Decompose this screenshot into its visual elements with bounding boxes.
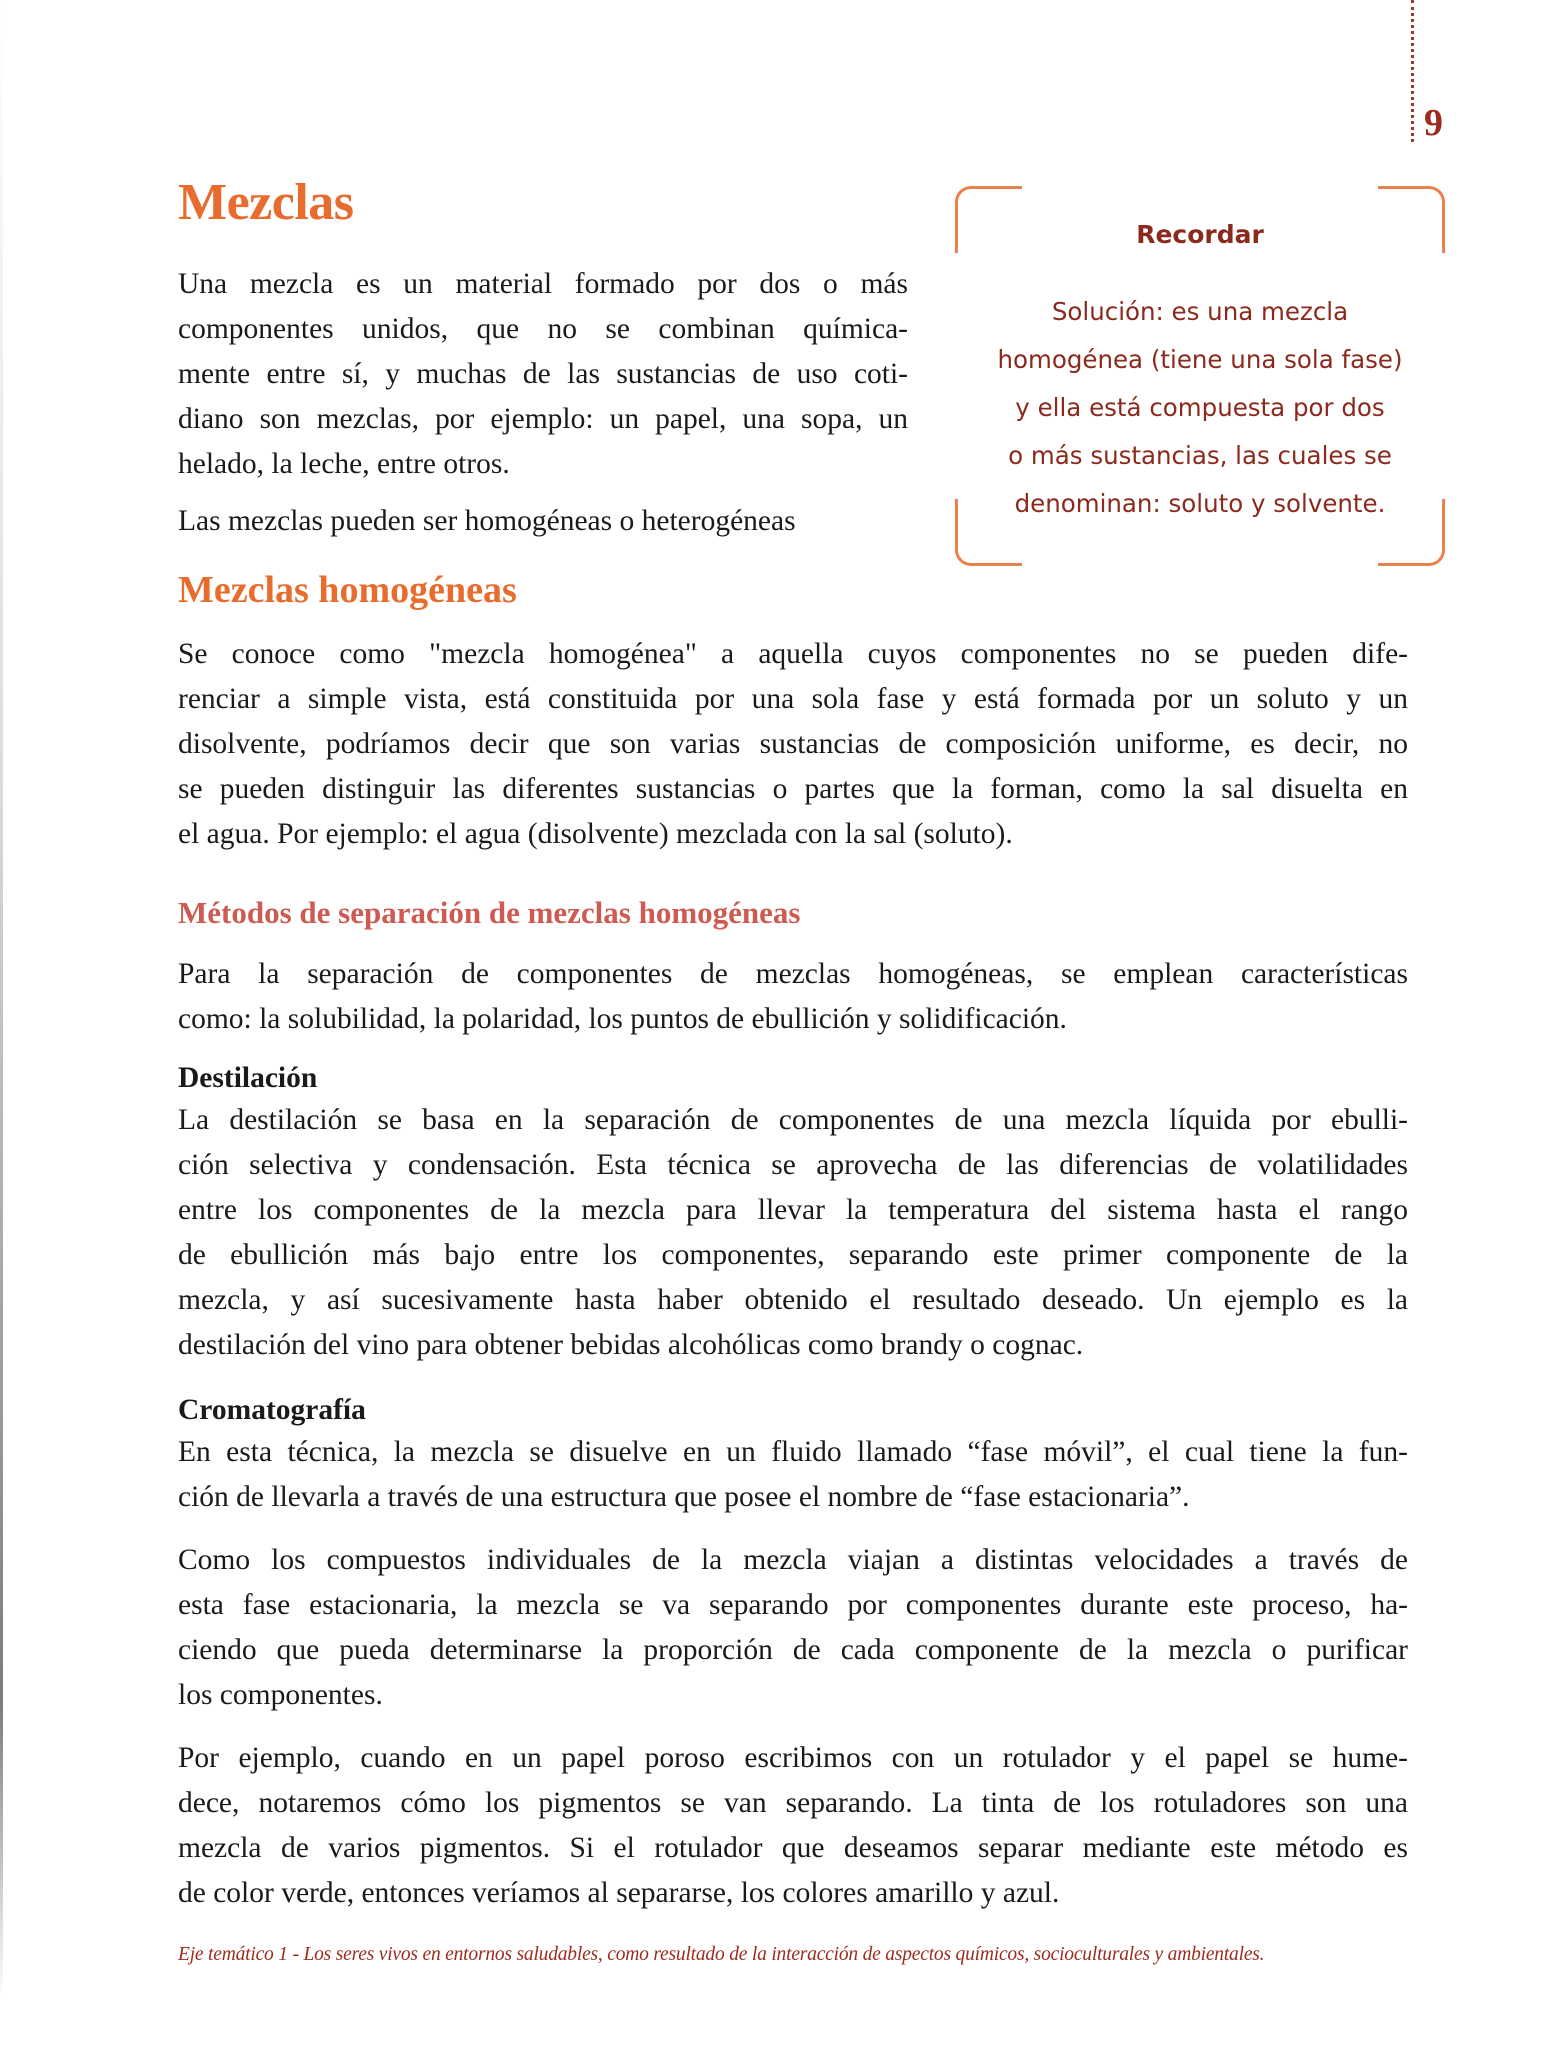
callout-title: Recordar — [1136, 220, 1264, 249]
text-line: Por ejemplo, cuando en un papel poroso escribimos con un rotulador y el papel se hume- — [178, 1742, 1408, 1774]
intro-line: mente entre sí, y muchas de las sustancias de uso coti- — [178, 358, 908, 390]
text-line: de color verde, entonces veríamos al separarse, los colores amarillo y azul. — [178, 1877, 1060, 1909]
page-footer: Eje temático 1 - Los seres vivos en entornos saludables, como resultado de la interacción de aspectos químicos, socioculturales y ambientales. — [178, 1944, 1265, 1965]
intro-line: componentes unidos, que no se combinan química- — [178, 313, 908, 345]
cromatografia-paragraph-3 — [178, 1736, 1408, 1916]
callout-line: o más sustancias, las cuales se — [1008, 441, 1392, 470]
text-line: dece, notaremos cómo los pigmentos se van separando. La tinta de los rotuladores son una — [178, 1787, 1408, 1819]
intro-line: diano son mezclas, por ejemplo: un papel, una sopa, un — [178, 403, 908, 435]
text-line: ción de llevarla a través de una estructura que posee el nombre de “fase estacionaria”. — [178, 1481, 1190, 1513]
binding-gutter-line — [0, 0, 3, 2000]
cromatografia-paragraph-1 — [178, 1430, 1408, 1520]
callout-line: denominan: soluto y solvente. — [1014, 489, 1386, 518]
text-line: Para la separación de componentes de mezclas homogéneas, se emplean características — [178, 958, 1408, 990]
section-heading-homogeneas: Mezclas homogéneas — [178, 569, 517, 611]
text-line: como: la solubilidad, la polaridad, los puntos de ebullición y solidificación. — [178, 1003, 1067, 1035]
text-line: los componentes. — [178, 1679, 383, 1711]
subsection-heading-metodos: Métodos de separación de mezclas homogéneas — [178, 895, 801, 930]
text-line: ción selectiva y condensación. Esta técnica se aprovecha de las diferencias de volatilidades — [178, 1149, 1408, 1181]
page-number-dotted-rule — [1411, 0, 1414, 142]
callout-line: homogénea (tiene una sola fase) — [997, 345, 1403, 374]
callout-line: y ella está compuesta por dos — [1015, 393, 1385, 422]
heading-cromatografia: Cromatografía — [178, 1394, 366, 1426]
intro-section — [178, 262, 908, 544]
text-line: entre los componentes de la mezcla para llevar la temperatura del sistema hasta el rango — [178, 1194, 1408, 1226]
text-line: mezcla de varios pigmentos. Si el rotulador que deseamos separar mediante este método es — [178, 1832, 1408, 1864]
text-line: se pueden distinguir las diferentes sustancias o partes que la forman, como la sal disuelta en — [178, 773, 1408, 805]
intro-line: Una mezcla es un material formado por dos o más — [178, 268, 908, 300]
destilacion-section — [178, 1058, 1408, 1368]
intro-paragraph-2: Las mezclas pueden ser homogéneas o heterogéneas — [178, 505, 796, 537]
text-line: En esta técnica, la mezcla se disuelve en un fluido llamado “fase móvil”, el cual tiene la fun- — [178, 1436, 1408, 1468]
text-line: Como los compuestos individuales de la mezcla viajan a distintas velocidades a través de — [178, 1544, 1408, 1576]
intro-line: helado, la leche, entre otros. — [178, 448, 510, 480]
text-line: mezcla, y así sucesivamente hasta haber obtenido el resultado deseado. Un ejemplo es la — [178, 1284, 1408, 1316]
text-line: el agua. Por ejemplo: el agua (disolvente) mezclada con la sal (soluto). — [178, 818, 1013, 850]
intro-paragraph — [178, 262, 908, 487]
text-line: Se conoce como "mezcla homogénea" a aquella cuyos componentes no se pueden dife- — [178, 638, 1408, 670]
text-line: disolvente, podríamos decir que son varias sustancias de composición uniforme, es decir, no — [178, 728, 1408, 760]
text-line: ciendo que pueda determinarse la proporción de cada componente de la mezcla o purificar — [178, 1634, 1408, 1666]
homogeneas-paragraph — [178, 632, 1408, 857]
text-line: renciar a simple vista, está constituida por una sola fase y está formada por un soluto y un — [178, 683, 1408, 715]
cromatografia-paragraph-2 — [178, 1538, 1408, 1718]
heading-destilacion: Destilación — [178, 1062, 318, 1094]
page-title: Mezclas — [178, 174, 354, 231]
text-line: destilación del vino para obtener bebidas alcohólicas como brandy o cognac. — [178, 1329, 1084, 1361]
text-line: esta fase estacionaria, la mezcla se va separando por componentes durante este proceso, ha- — [178, 1589, 1408, 1621]
text-line: de ebullición más bajo entre los componentes, separando este primer componente de la — [178, 1239, 1408, 1271]
cromatografia-section — [178, 1390, 1408, 1916]
page-number: 9 — [1424, 102, 1443, 144]
callout-line: Solución: es una mezcla — [1051, 297, 1349, 326]
metodos-paragraph — [178, 952, 1408, 1042]
callout-body — [975, 288, 1425, 528]
text-line: La destilación se basa en la separación de componentes de una mezcla líquida por ebulli- — [178, 1104, 1408, 1136]
recordar-callout — [955, 186, 1445, 566]
